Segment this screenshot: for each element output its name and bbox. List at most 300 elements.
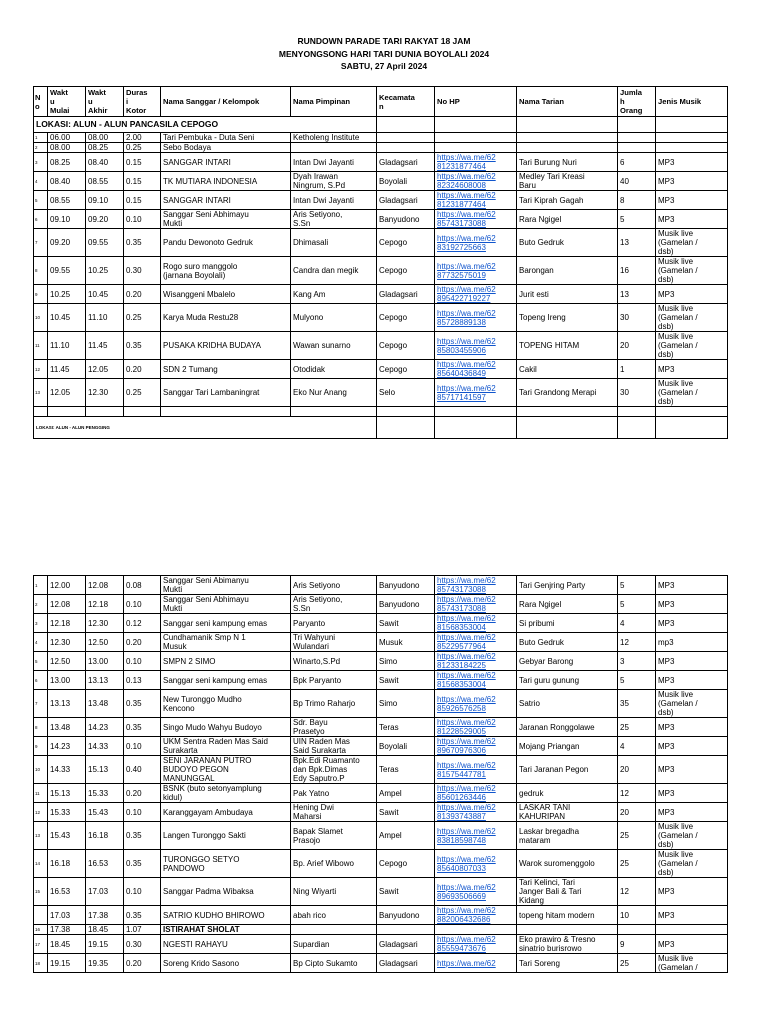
phone-link-cell — [435, 304, 517, 332]
duration-cell: 0.35 — [124, 822, 161, 850]
start-time-cell: 12.05 — [48, 379, 86, 407]
empty-cell — [618, 407, 656, 417]
end-time-cell: 09.10 — [86, 191, 124, 210]
whatsapp-link[interactable]: https://wa.me/62 85640436849 — [437, 360, 496, 378]
end-time-cell: 11.45 — [86, 332, 124, 360]
duration-cell: 0.10 — [124, 737, 161, 756]
dance-name-cell: Si pribumi — [517, 614, 618, 633]
duration-cell: 0.35 — [124, 906, 161, 925]
duration-cell: 0.35 — [124, 690, 161, 718]
member-count-cell: 16 — [618, 257, 656, 285]
duration-cell: 0.25 — [124, 143, 161, 153]
group-name-cell: Karya Muda Restu28 — [161, 304, 291, 332]
duration-cell: 0.15 — [124, 191, 161, 210]
district-cell: Sawit — [377, 803, 435, 822]
start-time-cell: 09.20 — [48, 229, 86, 257]
whatsapp-link[interactable]: https://wa.me/62 — [437, 958, 496, 968]
end-time-cell: 19.15 — [86, 935, 124, 954]
group-name-cell: NGESTI RAHAYU — [161, 935, 291, 954]
empty-cell — [517, 417, 618, 439]
empty-cell — [161, 407, 291, 417]
music-type-cell: MP3 — [656, 360, 728, 379]
district-cell: Cepogo — [377, 332, 435, 360]
column-header-duration: Duras i Kotor — [124, 87, 161, 117]
table-row — [34, 935, 728, 954]
no-cell: 2 — [34, 595, 48, 614]
member-count-cell: 30 — [618, 304, 656, 332]
phone-link-cell — [435, 229, 517, 257]
dance-name-cell: Buto Gedruk — [517, 633, 618, 652]
duration-cell: 0.13 — [124, 671, 161, 690]
duration-cell: 0.20 — [124, 285, 161, 304]
table-row — [34, 229, 728, 257]
whatsapp-link[interactable]: https://wa.me/62 87732575019 — [437, 261, 496, 280]
phone-link-cell — [435, 133, 517, 143]
whatsapp-link[interactable]: https://wa.me/62 85640807033 — [437, 854, 496, 873]
phone-link-cell — [435, 671, 517, 690]
table-row — [34, 633, 728, 652]
no-cell: 9 — [34, 737, 48, 756]
empty-cell — [656, 117, 728, 133]
music-type-cell: MP3 — [656, 737, 728, 756]
empty-cell — [377, 407, 435, 417]
table-row — [34, 285, 728, 304]
start-time-cell: 16.53 — [48, 878, 86, 906]
start-time-cell: 11.45 — [48, 360, 86, 379]
phone-link-cell — [435, 954, 517, 973]
district-cell: Gladagsari — [377, 935, 435, 954]
no-cell: 15 — [34, 878, 48, 906]
member-count-cell: 5 — [618, 595, 656, 614]
empty-cell — [34, 407, 48, 417]
table-row — [34, 906, 728, 925]
group-name-cell: New Turonggo Mudho Kencono — [161, 690, 291, 718]
member-count-cell: 25 — [618, 822, 656, 850]
table-row — [34, 360, 728, 379]
empty-cell — [435, 417, 517, 439]
whatsapp-link[interactable]: https://wa.me/62 81233184225 — [437, 652, 496, 670]
end-time-cell: 18.45 — [86, 925, 124, 935]
group-name-cell: Rogo suro manggolo (jarnana Boyolali) — [161, 257, 291, 285]
member-count-cell: 5 — [618, 671, 656, 690]
group-name-cell: Sanggar Seni Abhimayu Mukti — [161, 595, 291, 614]
dance-name-cell: Buto Gedruk — [517, 229, 618, 257]
music-type-cell: MP3 — [656, 172, 728, 191]
table-row — [34, 595, 728, 614]
music-type-cell: MP3 — [656, 784, 728, 803]
whatsapp-link[interactable]: https://wa.me/62 81231877464 — [437, 191, 496, 209]
member-count-cell: 12 — [618, 784, 656, 803]
group-name-cell: Soreng Krido Sasono — [161, 954, 291, 973]
member-count-cell: 25 — [618, 718, 656, 737]
location-row — [34, 417, 728, 439]
leader-name-cell: Kang Am — [291, 285, 377, 304]
dance-name-cell: Tari Jaranan Pegon — [517, 756, 618, 784]
leader-name-cell: Hening Dwi Maharsi — [291, 803, 377, 822]
district-cell: Cepogo — [377, 257, 435, 285]
group-name-cell: SENI JARANAN PUTRO BUDOYO PEGON MANUNGGAL — [161, 756, 291, 784]
whatsapp-link[interactable]: https://wa.me/62 82324608008 — [437, 172, 496, 190]
leader-name-cell: abah rico — [291, 906, 377, 925]
music-type-cell: Musik live (Gamelan / dsb) — [656, 822, 728, 850]
start-time-cell: 18.45 — [48, 935, 86, 954]
music-type-cell: Musik live (Gamelan / dsb) — [656, 229, 728, 257]
leader-name-cell: Pak Yatno — [291, 784, 377, 803]
table-header-row — [34, 87, 728, 117]
whatsapp-link[interactable]: https://wa.me/62 89670976306 — [437, 737, 496, 755]
leader-name-cell: Intan Dwi Jayanti — [291, 153, 377, 172]
district-cell — [377, 143, 435, 153]
leader-name-cell — [291, 925, 377, 935]
leader-name-cell: Bp Cipto Sukamto — [291, 954, 377, 973]
rundown-table-pengging — [33, 575, 728, 973]
whatsapp-link[interactable]: https://wa.me/62 81228529005 — [437, 718, 496, 736]
end-time-cell: 13.13 — [86, 671, 124, 690]
start-time-cell: 15.13 — [48, 784, 86, 803]
end-time-cell: 12.18 — [86, 595, 124, 614]
whatsapp-link[interactable]: https://wa.me/62 895422719227 — [437, 285, 496, 303]
start-time-cell: 17.03 — [48, 906, 86, 925]
whatsapp-link[interactable]: https://wa.me/62 85728889138 — [437, 308, 496, 327]
header-date: SABTU, 27 April 2024 — [340, 61, 428, 71]
district-cell — [377, 133, 435, 143]
member-count-cell: 12 — [618, 878, 656, 906]
member-count-cell: 30 — [618, 379, 656, 407]
end-time-cell: 17.03 — [86, 878, 124, 906]
end-time-cell: 09.20 — [86, 210, 124, 229]
table-row — [34, 803, 728, 822]
dance-name-cell: LASKAR TANI KAHURIPAN — [517, 803, 618, 822]
music-type-cell: Musik live (Gamelan / dsb) — [656, 379, 728, 407]
dance-name-cell: Tari guru gunung — [517, 671, 618, 690]
dance-name-cell: Jaranan Ronggolawe — [517, 718, 618, 737]
end-time-cell: 19.35 — [86, 954, 124, 973]
start-time-cell: 14.33 — [48, 756, 86, 784]
no-cell: 6 — [34, 671, 48, 690]
duration-cell: 0.30 — [124, 257, 161, 285]
no-cell: 4 — [34, 172, 48, 191]
district-cell: Cepogo — [377, 850, 435, 878]
duration-cell: 0.10 — [124, 595, 161, 614]
whatsapp-link[interactable]: https://wa.me/62 85743173088 — [437, 210, 496, 228]
member-count-cell — [618, 133, 656, 143]
phone-link-cell — [435, 614, 517, 633]
no-cell: 1 — [34, 133, 48, 143]
phone-link-cell — [435, 257, 517, 285]
whatsapp-link[interactable]: https://wa.me/62 85743173088 — [437, 576, 496, 594]
header-title: RUNDOWN PARADE TARI RAKYAT 18 JAM — [297, 36, 471, 46]
duration-cell: 1.07 — [124, 925, 161, 935]
duration-cell: 0.20 — [124, 360, 161, 379]
start-time-cell: 10.25 — [48, 285, 86, 304]
music-type-cell: MP3 — [656, 285, 728, 304]
group-name-cell: Langen Turonggo Sakti — [161, 822, 291, 850]
member-count-cell: 4 — [618, 614, 656, 633]
table-row — [34, 671, 728, 690]
start-time-cell: 08.55 — [48, 191, 86, 210]
start-time-cell: 17.38 — [48, 925, 86, 935]
table-row — [34, 191, 728, 210]
member-count-cell: 5 — [618, 210, 656, 229]
start-time-cell: 16.18 — [48, 850, 86, 878]
district-cell: Ampel — [377, 784, 435, 803]
district-cell: Sawit — [377, 878, 435, 906]
table-row — [34, 304, 728, 332]
dance-name-cell: Cakil — [517, 360, 618, 379]
duration-cell: 0.10 — [124, 803, 161, 822]
end-time-cell: 09.55 — [86, 229, 124, 257]
end-time-cell: 08.25 — [86, 143, 124, 153]
phone-link-cell — [435, 633, 517, 652]
no-cell: 1 — [34, 576, 48, 595]
phone-link-cell — [435, 803, 517, 822]
empty-cell — [618, 117, 656, 133]
empty-cell — [517, 117, 618, 133]
music-type-cell: Musik live (Gamelan / dsb) — [656, 257, 728, 285]
empty-cell — [377, 117, 435, 133]
end-time-cell: 16.18 — [86, 822, 124, 850]
music-type-cell: Musik live (Gamelan / — [656, 954, 728, 973]
whatsapp-link[interactable]: https://wa.me/62 85717141597 — [437, 383, 496, 402]
start-time-cell: 10.45 — [48, 304, 86, 332]
duration-cell: 0.25 — [124, 379, 161, 407]
music-type-cell: MP3 — [656, 614, 728, 633]
table-row — [34, 133, 728, 143]
no-cell: 12 — [34, 803, 48, 822]
table-row — [34, 172, 728, 191]
district-cell — [377, 925, 435, 935]
whatsapp-link[interactable]: https://wa.me/62 81575447781 — [437, 760, 496, 779]
empty-cell — [656, 407, 728, 417]
duration-cell: 0.20 — [124, 784, 161, 803]
music-type-cell: Musik live (Gamelan / dsb) — [656, 850, 728, 878]
phone-link-cell — [435, 878, 517, 906]
no-cell: 11 — [34, 332, 48, 360]
group-name-cell: Sanggar Seni Abimanyu Mukti — [161, 576, 291, 595]
phone-link-cell — [435, 935, 517, 954]
rundown-table-cepogo — [33, 86, 728, 439]
table-row — [34, 737, 728, 756]
dance-name-cell: topeng hitam modern — [517, 906, 618, 925]
leader-name-cell: Aris Setiyono — [291, 576, 377, 595]
member-count-cell: 25 — [618, 850, 656, 878]
leader-name-cell: Bapak Slamet Prasojo — [291, 822, 377, 850]
member-count-cell: 3 — [618, 652, 656, 671]
start-time-cell: 12.30 — [48, 633, 86, 652]
member-count-cell: 1 — [618, 360, 656, 379]
duration-cell: 0.35 — [124, 229, 161, 257]
document-header — [0, 35, 768, 73]
music-type-cell: MP3 — [656, 935, 728, 954]
end-time-cell: 14.33 — [86, 737, 124, 756]
location-label: LOKASI: ALUN - ALUN PENGGING — [34, 417, 377, 439]
start-time-cell: 13.00 — [48, 671, 86, 690]
no-cell: 2 — [34, 143, 48, 153]
no-cell: 8 — [34, 718, 48, 737]
start-time-cell: 12.08 — [48, 595, 86, 614]
district-cell: Teras — [377, 718, 435, 737]
group-name-cell: Sanggar seni kampung emas — [161, 614, 291, 633]
group-name-cell: BSNK (buto setonyamplung kidul) — [161, 784, 291, 803]
group-name-cell: SDN 2 Tumang — [161, 360, 291, 379]
member-count-cell — [618, 143, 656, 153]
table-row — [34, 954, 728, 973]
empty-cell — [435, 407, 517, 417]
no-cell: 3 — [34, 153, 48, 172]
leader-name-cell: Aris Setiyono, S.Sn — [291, 210, 377, 229]
no-cell — [34, 906, 48, 925]
leader-name-cell: Supardian — [291, 935, 377, 954]
dance-name-cell — [517, 143, 618, 153]
music-type-cell: Musik live (Gamelan / dsb) — [656, 332, 728, 360]
whatsapp-link[interactable]: https://wa.me/62 85803455906 — [437, 336, 496, 355]
whatsapp-link[interactable]: https://wa.me/62 85926576258 — [437, 694, 496, 713]
no-cell: 10 — [34, 756, 48, 784]
no-cell: 6 — [34, 210, 48, 229]
table-row — [34, 652, 728, 671]
whatsapp-link[interactable]: https://wa.me/62 85559473676 — [437, 935, 496, 953]
end-time-cell: 14.23 — [86, 718, 124, 737]
end-time-cell: 17.38 — [86, 906, 124, 925]
whatsapp-link[interactable]: https://wa.me/62 81231877464 — [437, 153, 496, 171]
duration-cell: 2.00 — [124, 133, 161, 143]
end-time-cell: 12.30 — [86, 614, 124, 633]
table-row — [34, 210, 728, 229]
group-name-cell: Karanggayam Ambudaya — [161, 803, 291, 822]
table-row — [34, 822, 728, 850]
dance-name-cell: Laskar bregadha mataram — [517, 822, 618, 850]
phone-link-cell — [435, 690, 517, 718]
whatsapp-link[interactable]: https://wa.me/62 83192725663 — [437, 233, 496, 252]
column-header-music-type: Jenis Musik — [656, 87, 728, 117]
dance-name-cell — [517, 133, 618, 143]
phone-link-cell — [435, 925, 517, 935]
empty-cell — [124, 407, 161, 417]
table-row — [34, 718, 728, 737]
group-name-cell: PUSAKA KRIDHA BUDAYA — [161, 332, 291, 360]
no-cell: 11 — [34, 784, 48, 803]
empty-row — [34, 407, 728, 417]
duration-cell: 0.35 — [124, 332, 161, 360]
group-name-cell: Wisanggeni Mbalelo — [161, 285, 291, 304]
district-cell: Sawit — [377, 614, 435, 633]
start-time-cell: 15.33 — [48, 803, 86, 822]
group-name-cell: Pandu Dewonoto Gedruk — [161, 229, 291, 257]
whatsapp-link[interactable]: https://wa.me/62 85229577964 — [437, 633, 496, 651]
music-type-cell: MP3 — [656, 153, 728, 172]
no-cell: 16 — [34, 925, 48, 935]
no-cell: 5 — [34, 652, 48, 671]
music-type-cell: MP3 — [656, 718, 728, 737]
group-name-cell: SANGGAR INTARI — [161, 191, 291, 210]
phone-link-cell — [435, 822, 517, 850]
end-time-cell: 15.43 — [86, 803, 124, 822]
member-count-cell: 13 — [618, 285, 656, 304]
member-count-cell: 5 — [618, 576, 656, 595]
member-count-cell: 25 — [618, 954, 656, 973]
start-time-cell: 12.18 — [48, 614, 86, 633]
no-cell: 8 — [34, 257, 48, 285]
column-header-member-count: Jumla h Orang — [618, 87, 656, 117]
music-type-cell: MP3 — [656, 671, 728, 690]
whatsapp-link[interactable]: https://wa.me/62 81568353004 — [437, 671, 496, 689]
end-time-cell: 12.30 — [86, 379, 124, 407]
district-cell: Musuk — [377, 633, 435, 652]
music-type-cell: MP3 — [656, 595, 728, 614]
whatsapp-link[interactable]: https://wa.me/62 882006432686 — [437, 906, 496, 924]
district-cell: Cepogo — [377, 360, 435, 379]
duration-cell: 0.10 — [124, 652, 161, 671]
district-cell: Cepogo — [377, 304, 435, 332]
leader-name-cell: Candra dan megik — [291, 257, 377, 285]
whatsapp-link[interactable]: https://wa.me/62 85601263446 — [437, 784, 496, 802]
start-time-cell: 08.00 — [48, 143, 86, 153]
empty-cell — [48, 407, 86, 417]
music-type-cell: MP3 — [656, 756, 728, 784]
leader-name-cell: Dhimasali — [291, 229, 377, 257]
no-cell: 12 — [34, 360, 48, 379]
whatsapp-link[interactable]: https://wa.me/62 85743173088 — [437, 595, 496, 613]
district-cell: Gladagsari — [377, 153, 435, 172]
column-header-no: N o — [34, 87, 48, 117]
no-cell: 9 — [34, 285, 48, 304]
column-header-district: Kecamata n — [377, 87, 435, 117]
music-type-cell: Musik live (Gamelan / dsb) — [656, 690, 728, 718]
empty-cell — [291, 407, 377, 417]
whatsapp-link[interactable]: https://wa.me/62 83818598748 — [437, 826, 496, 845]
duration-cell: 0.30 — [124, 935, 161, 954]
no-cell: 5 — [34, 191, 48, 210]
music-type-cell: mp3 — [656, 633, 728, 652]
whatsapp-link[interactable]: https://wa.me/62 81393743887 — [437, 803, 496, 821]
member-count-cell: 12 — [618, 633, 656, 652]
music-type-cell: MP3 — [656, 906, 728, 925]
leader-name-cell: Sdr. Bayu Prasetyo — [291, 718, 377, 737]
member-count-cell: 13 — [618, 229, 656, 257]
member-count-cell: 20 — [618, 332, 656, 360]
phone-link-cell — [435, 285, 517, 304]
member-count-cell: 20 — [618, 803, 656, 822]
column-header-phone-link: No HP — [435, 87, 517, 117]
whatsapp-link[interactable]: https://wa.me/62 81568353004 — [437, 614, 496, 632]
group-name-cell: ISTIRAHAT SHOLAT — [161, 925, 291, 935]
district-cell: Simo — [377, 690, 435, 718]
end-time-cell: 12.08 — [86, 576, 124, 595]
group-name-cell: Cundhamanik Smp N 1 Musuk — [161, 633, 291, 652]
table-row — [34, 257, 728, 285]
district-cell: Boyolali — [377, 172, 435, 191]
group-name-cell: Sebo Bodaya — [161, 143, 291, 153]
leader-name-cell: Eko Nur Anang — [291, 379, 377, 407]
end-time-cell: 11.10 — [86, 304, 124, 332]
whatsapp-link[interactable]: https://wa.me/62 89693506669 — [437, 882, 496, 901]
group-name-cell: TURONGGO SETYO PANDOWO — [161, 850, 291, 878]
duration-cell: 0.25 — [124, 304, 161, 332]
duration-cell: 0.15 — [124, 153, 161, 172]
end-time-cell: 10.25 — [86, 257, 124, 285]
phone-link-cell — [435, 172, 517, 191]
empty-cell — [656, 417, 728, 439]
no-cell: 17 — [34, 935, 48, 954]
start-time-cell: 09.55 — [48, 257, 86, 285]
duration-cell: 0.20 — [124, 954, 161, 973]
duration-cell: 0.35 — [124, 850, 161, 878]
music-type-cell: MP3 — [656, 191, 728, 210]
duration-cell: 0.40 — [124, 756, 161, 784]
music-type-cell — [656, 925, 728, 935]
leader-name-cell: UIN Raden Mas Said Surakarta — [291, 737, 377, 756]
leader-name-cell: Ketholeng Institute — [291, 133, 377, 143]
